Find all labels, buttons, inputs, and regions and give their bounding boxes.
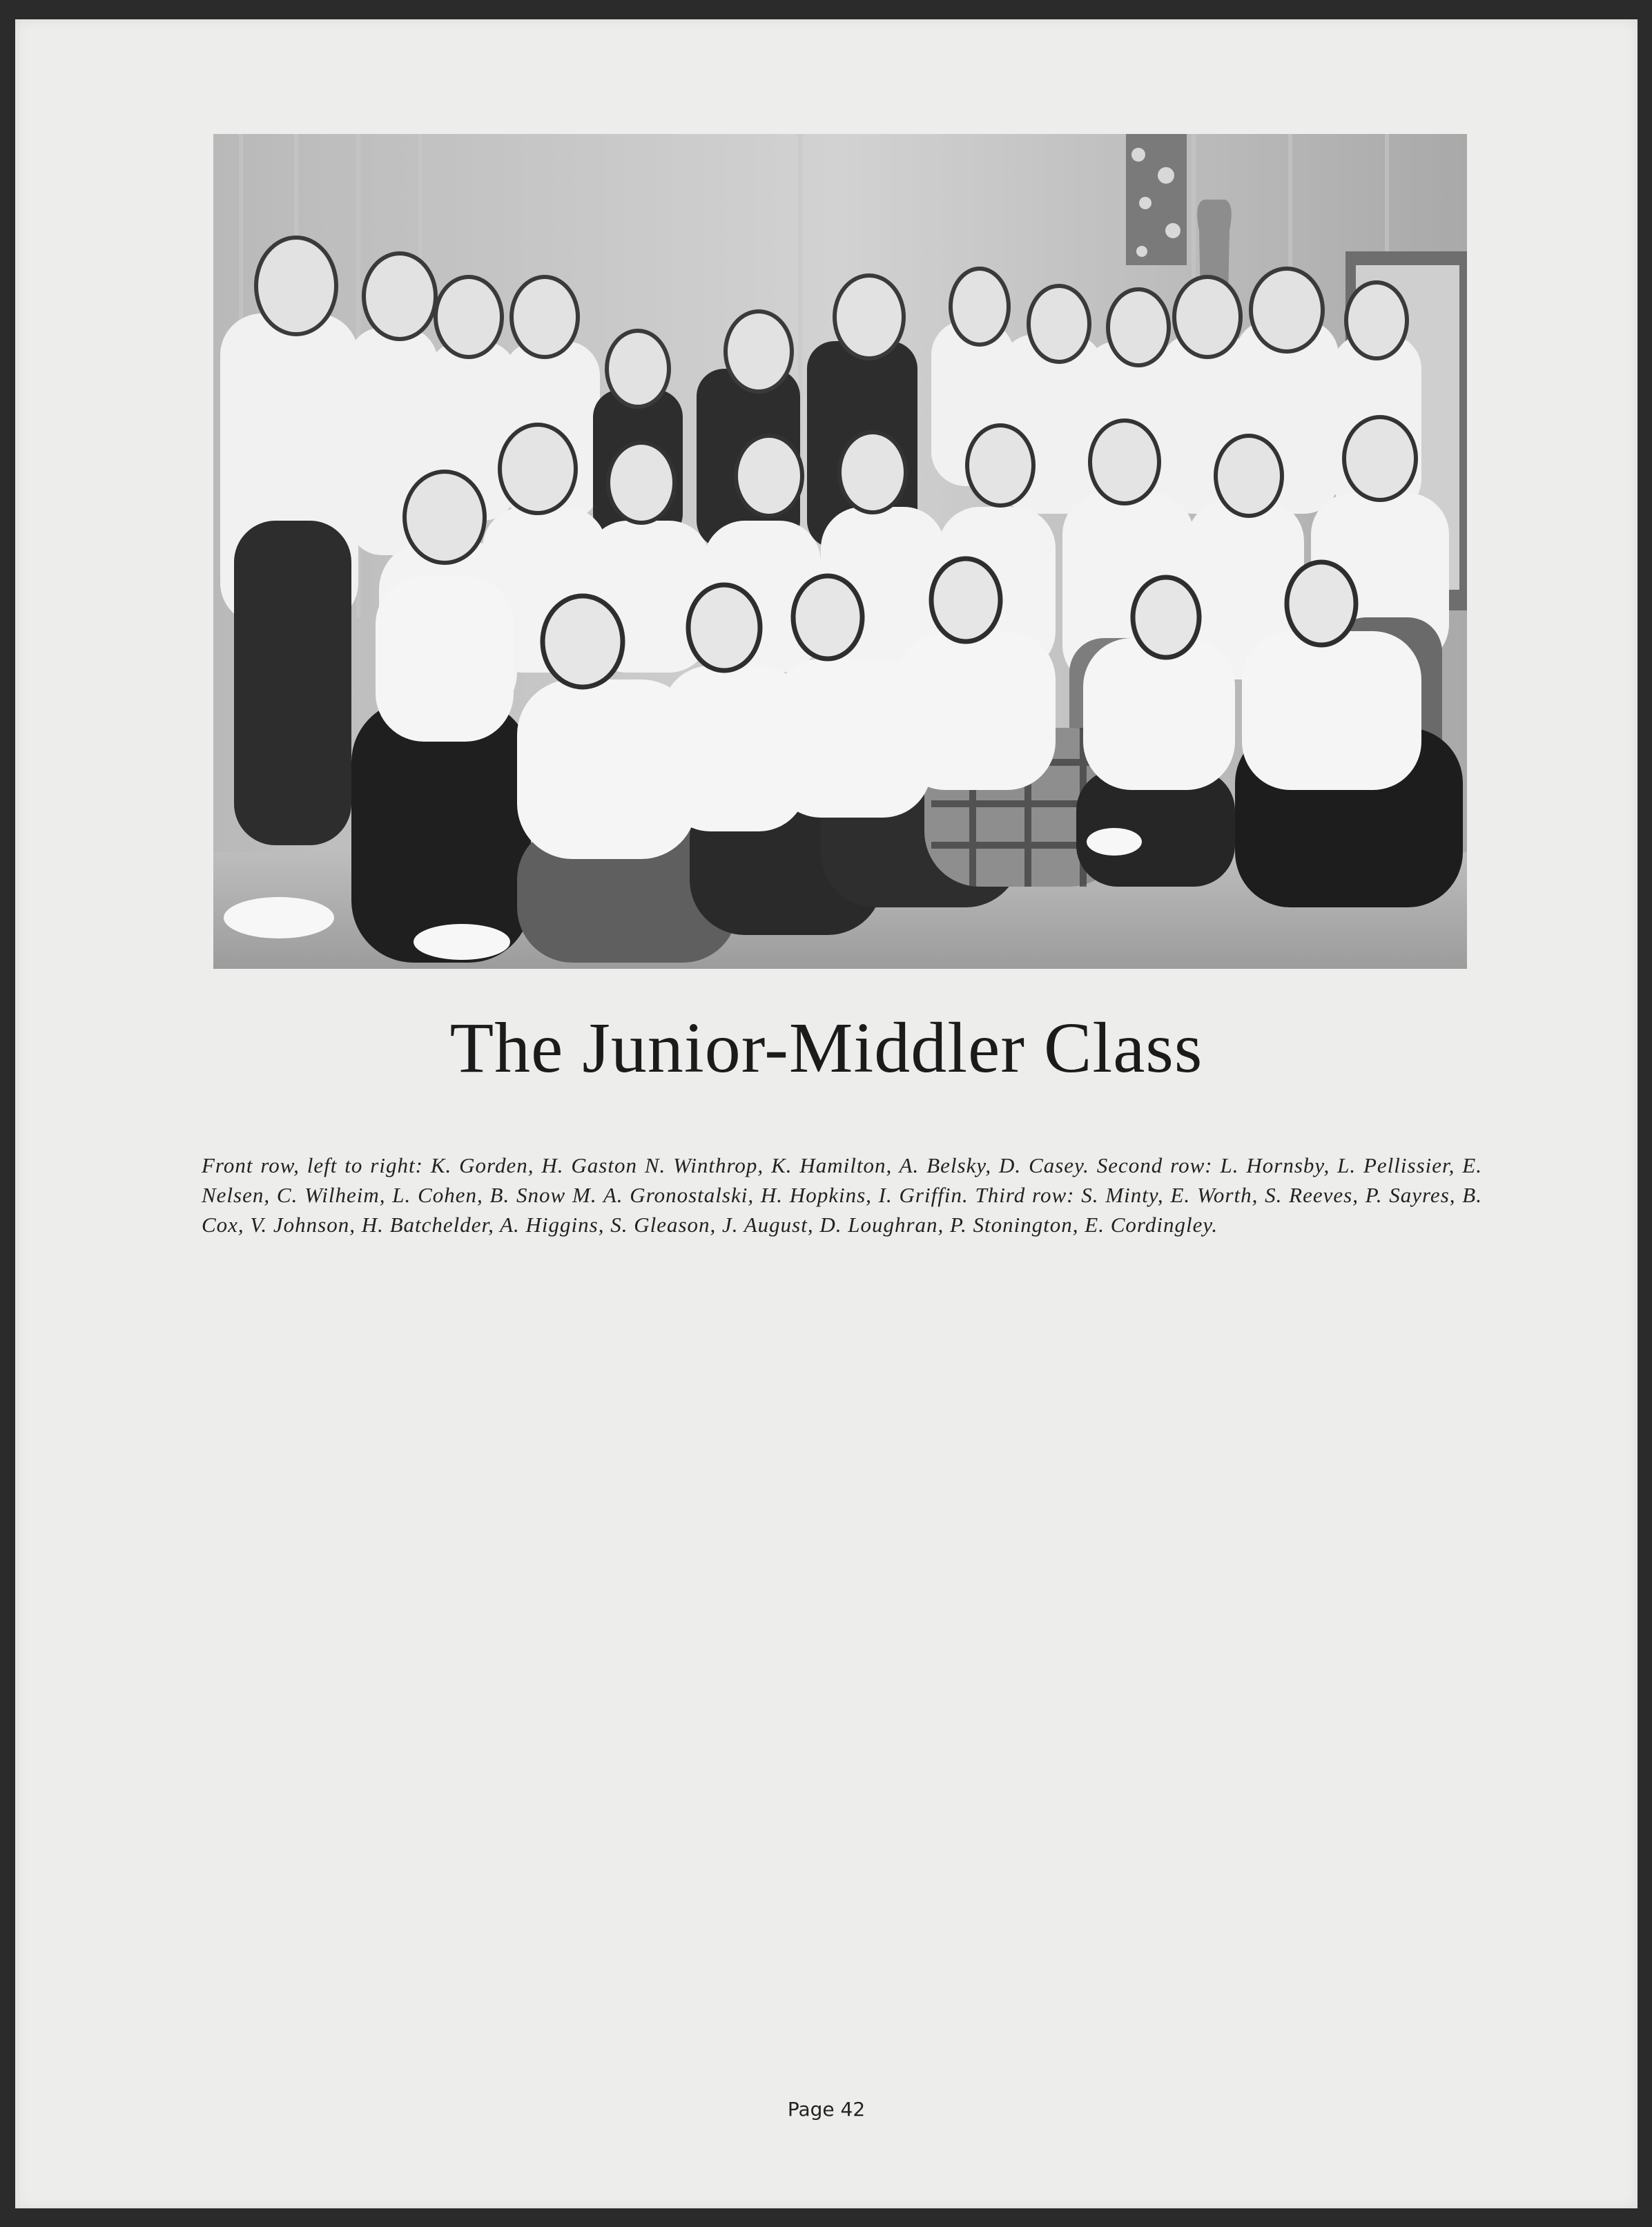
yearbook-page xyxy=(15,19,1638,2208)
page-number: Page 42 xyxy=(787,2098,866,2121)
photo-caption: Front row, left to right: K. Gorden, H. Gaston N. Winthrop, K. Hamilton, A. Belsky, D. Casey. Second row: L. Hornsby, L. Pellissier, E. Nelsen, C. Wilheim, L. Cohen, B. Snow M. A. Gronostalski, H. Hopkins, I. Griffin. Third row: S. Minty, E. Worth, S. Reeves, P. Sayres, B. Cox, V. Johnson, H. Batchelder, A. Higgins, S. Gleason, J. August, D. Loughran, P. Stonington, E. Cordingley. xyxy=(202,1153,1482,1237)
class-group-photo xyxy=(213,134,1467,969)
page-title: The Junior-Middler Class xyxy=(449,1008,1203,1088)
